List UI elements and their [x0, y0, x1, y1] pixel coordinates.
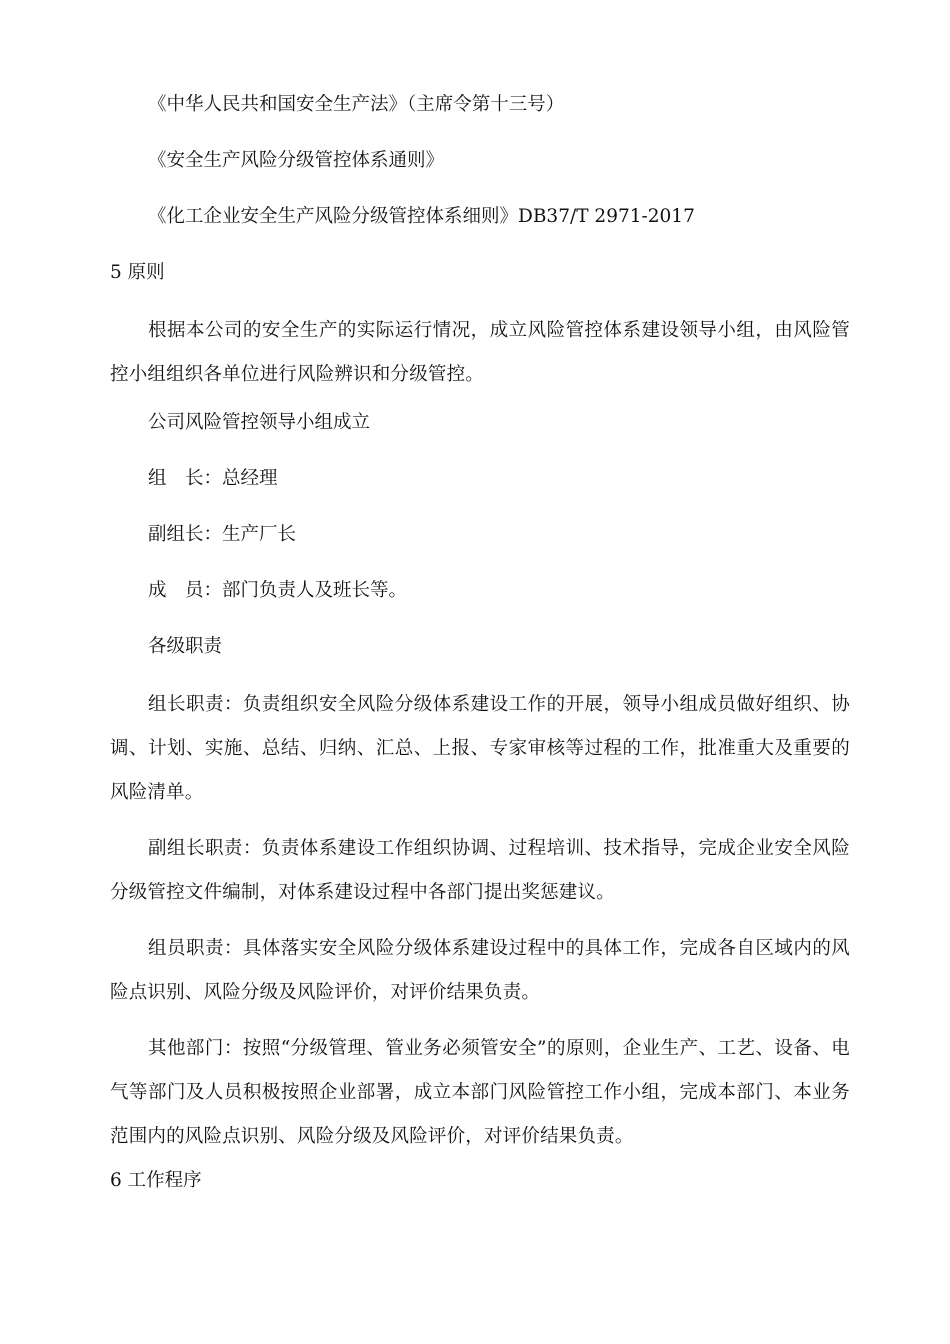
reference-chemical-rules: 《化工企业安全生产风险分级管控体系细则》DB37/T 2971-2017 — [148, 206, 695, 227]
deputy-duty-paragraph: 副组长职责：负责体系建设工作组织协调、过程培训、技术指导，完成企业安全风险分级管控文件编制，对体系建设过程中各部门提出奖惩建议。 — [110, 838, 850, 903]
duties-title: 各级职责 — [148, 636, 223, 657]
section-5-heading: 5 原则 — [110, 262, 165, 283]
group-leader: 组 长：总经理 — [148, 468, 278, 489]
section-5-intro-paragraph: 根据本公司的安全生产的实际运行情况，成立风险管控体系建设领导小组，由风险管控小组组织各单位进行风险辨识和分级管控。 — [110, 320, 850, 385]
reference-general-rules: 《安全生产风险分级管控体系通则》 — [148, 150, 445, 171]
section-6-heading: 6 工作程序 — [110, 1170, 202, 1191]
group-deputy: 副组长：生产厂长 — [148, 524, 297, 545]
leader-duty-paragraph: 组长职责：负责组织安全风险分级体系建设工作的开展，领导小组成员做好组织、协调、计划、实施、总结、归纳、汇总、上报、专家审核等过程的工作，批准重大及重要的风险清单。 — [110, 694, 850, 803]
group-members: 成 员：部门负责人及班长等。 — [148, 580, 408, 601]
other-duty-paragraph: 其他部门：按照“分级管理、管业务必须管安全”的原则，企业生产、工艺、设备、电气等部门及人员积极按照企业部署，成立本部门风险管控工作小组，完成本部门、本业务范围内的风险点识别、风险分级及风险评价，对评价结果负责。 — [110, 1038, 850, 1147]
reference-safety-law: 《中华人民共和国安全生产法》（主席令第十三号） — [148, 94, 565, 115]
member-duty-paragraph: 组员职责：具体落实安全风险分级体系建设过程中的具体工作，完成各自区域内的风险点识别、风险分级及风险评价，对评价结果负责。 — [110, 938, 850, 1003]
group-title: 公司风险管控领导小组成立 — [148, 412, 371, 433]
